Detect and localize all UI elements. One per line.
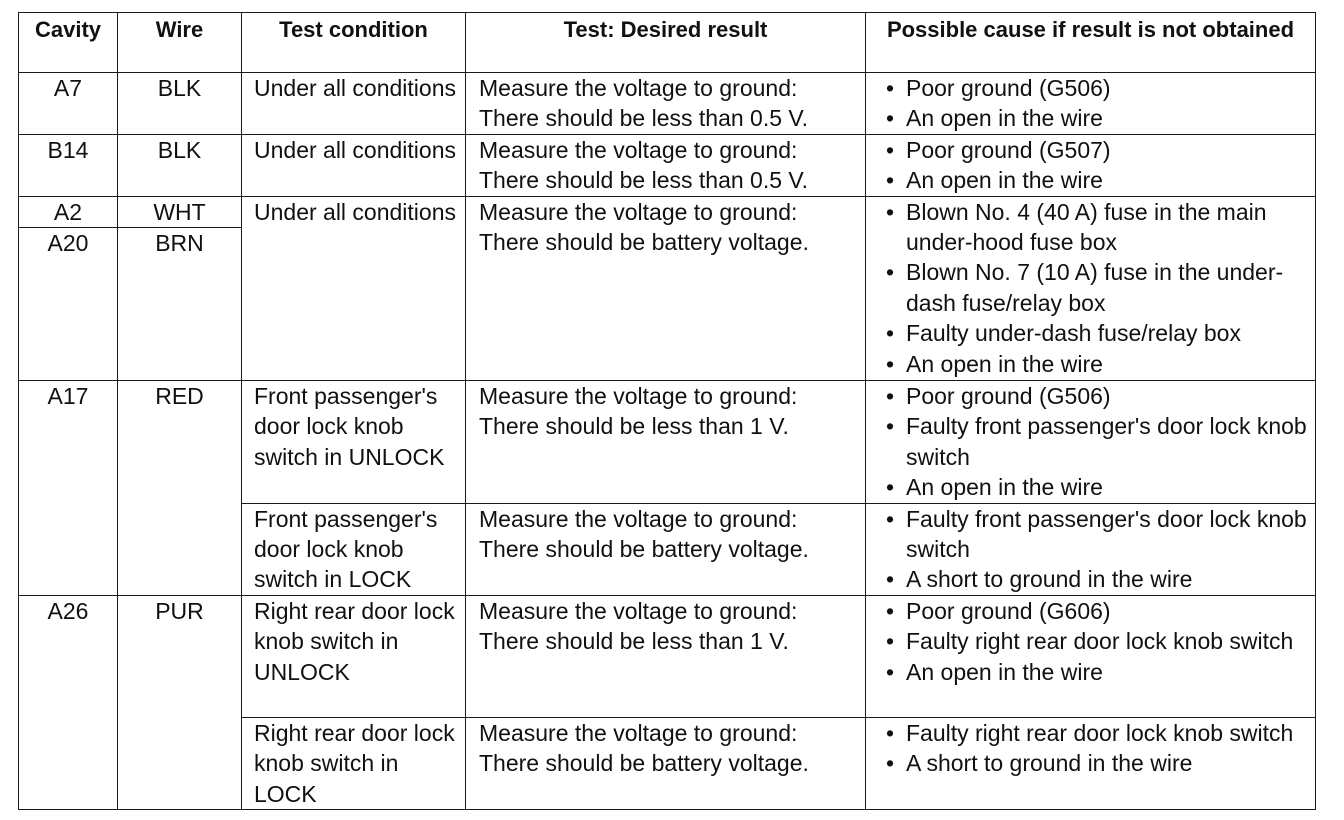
cause-text: A short to ground in the wire bbox=[906, 566, 1193, 593]
cause-text: An open in the wire bbox=[906, 167, 1103, 194]
cavity-cell: A2 bbox=[19, 196, 118, 227]
cause-item bbox=[882, 596, 1311, 626]
bullet-icon: • bbox=[886, 350, 895, 377]
cavity-cell: A26 bbox=[19, 595, 118, 809]
cause-item bbox=[882, 411, 1311, 472]
cause-text: Blown No. 4 (40 A) fuse in the main under-hood fuse box bbox=[906, 198, 1267, 256]
condition-cell: Right rear door lock knob switch in LOCK bbox=[242, 717, 466, 809]
cause-item bbox=[882, 318, 1311, 348]
bullet-icon: • bbox=[886, 320, 895, 347]
cause-cell bbox=[866, 73, 1316, 135]
cause-item bbox=[882, 349, 1311, 379]
table-row bbox=[19, 595, 1316, 717]
bullet-icon: • bbox=[886, 413, 895, 440]
result-cell: Measure the voltage to ground: There should be less than 0.5 V. bbox=[466, 134, 866, 196]
bullet-icon: • bbox=[886, 383, 895, 410]
condition-cell: Right rear door lock knob switch in UNLOCK bbox=[242, 595, 466, 717]
header-wire: Wire bbox=[118, 13, 242, 73]
bullet-icon: • bbox=[886, 505, 895, 532]
table-row bbox=[19, 73, 1316, 135]
cause-text: Faulty under-dash fuse/relay box bbox=[906, 320, 1241, 347]
cause-text: An open in the wire bbox=[906, 474, 1103, 501]
wire-cell: WHT bbox=[118, 196, 242, 227]
cause-item bbox=[882, 103, 1311, 133]
cause-list bbox=[870, 73, 1311, 134]
condition-cell: Under all conditions bbox=[242, 73, 466, 135]
cause-item bbox=[882, 257, 1311, 318]
cause-cell bbox=[866, 595, 1316, 717]
test-table-frame bbox=[18, 12, 1315, 807]
cause-item bbox=[882, 626, 1311, 656]
cause-item bbox=[882, 657, 1311, 687]
bullet-icon: • bbox=[886, 566, 895, 593]
header-row bbox=[19, 13, 1316, 73]
cause-text: Faulty front passenger's door lock knob switch bbox=[906, 413, 1307, 470]
cavity-cell: A20 bbox=[19, 228, 118, 381]
condition-cell: Under all conditions bbox=[242, 134, 466, 196]
cause-list bbox=[870, 596, 1311, 687]
header-test-condition: Test condition bbox=[242, 13, 466, 73]
cavity-cell: A17 bbox=[19, 381, 118, 596]
bullet-icon: • bbox=[886, 198, 895, 225]
cause-list bbox=[870, 718, 1311, 779]
cavity-cell: B14 bbox=[19, 134, 118, 196]
bullet-icon: • bbox=[886, 750, 895, 777]
cause-list bbox=[870, 381, 1311, 503]
cause-item bbox=[882, 197, 1311, 258]
bullet-icon: • bbox=[886, 719, 895, 746]
cause-cell bbox=[866, 196, 1316, 380]
cause-text: Faulty front passenger's door lock knob switch bbox=[906, 505, 1307, 563]
cause-item bbox=[882, 472, 1311, 502]
bullet-icon: • bbox=[886, 628, 895, 655]
condition-cell: Front passenger's door lock knob switch in UNLOCK bbox=[242, 381, 466, 504]
cause-cell bbox=[866, 134, 1316, 196]
cause-text: Blown No. 7 (10 A) fuse in the under-dash fuse/relay box bbox=[906, 259, 1284, 316]
wiring-test-table bbox=[18, 12, 1316, 810]
bullet-icon: • bbox=[886, 105, 895, 132]
result-cell: Measure the voltage to ground: There should be less than 1 V. bbox=[466, 381, 866, 504]
header-desired-result: Test: Desired result bbox=[466, 13, 866, 73]
table-row bbox=[19, 134, 1316, 196]
cause-item bbox=[882, 73, 1311, 103]
cause-text: Poor ground (G506) bbox=[906, 75, 1111, 101]
table-row bbox=[19, 196, 1316, 227]
cause-item bbox=[882, 748, 1311, 778]
cause-text: An open in the wire bbox=[906, 105, 1103, 132]
cause-text: Poor ground (G506) bbox=[906, 383, 1111, 410]
condition-cell: Front passenger's door lock knob switch in LOCK bbox=[242, 503, 466, 595]
header-cavity: Cavity bbox=[19, 13, 118, 73]
bullet-icon: • bbox=[886, 136, 895, 163]
bullet-icon: • bbox=[886, 259, 895, 286]
cause-item bbox=[882, 381, 1311, 411]
result-cell: Measure the voltage to ground: There should be less than 0.5 V. bbox=[466, 73, 866, 135]
header-possible-cause: Possible cause if result is not obtained bbox=[866, 13, 1316, 73]
wire-cell: PUR bbox=[118, 595, 242, 809]
bullet-icon: • bbox=[886, 658, 895, 685]
bullet-icon: • bbox=[886, 75, 895, 101]
cause-text: Poor ground (G606) bbox=[906, 597, 1111, 624]
cause-text: Poor ground (G507) bbox=[906, 136, 1111, 163]
table-row bbox=[19, 381, 1316, 504]
cause-item bbox=[882, 564, 1311, 594]
cause-text: An open in the wire bbox=[906, 350, 1103, 377]
wire-cell: BRN bbox=[118, 228, 242, 381]
result-cell: Measure the voltage to ground: There should be battery voltage. bbox=[466, 196, 866, 380]
condition-cell: Under all conditions bbox=[242, 196, 466, 380]
cause-item bbox=[882, 165, 1311, 195]
cause-cell bbox=[866, 381, 1316, 504]
cause-text: A short to ground in the wire bbox=[906, 750, 1193, 777]
result-cell: Measure the voltage to ground: There should be battery voltage. bbox=[466, 717, 866, 809]
wire-cell: RED bbox=[118, 381, 242, 596]
cause-item bbox=[882, 504, 1311, 565]
cause-text: Faulty right rear door lock knob switch bbox=[906, 628, 1294, 655]
bullet-icon: • bbox=[886, 474, 895, 501]
result-cell: Measure the voltage to ground: There should be less than 1 V. bbox=[466, 595, 866, 717]
cause-text: An open in the wire bbox=[906, 658, 1103, 685]
bullet-icon: • bbox=[886, 167, 895, 194]
cause-item bbox=[882, 135, 1311, 165]
cause-list bbox=[870, 197, 1311, 379]
bullet-icon: • bbox=[886, 597, 895, 624]
result-cell: Measure the voltage to ground: There should be battery voltage. bbox=[466, 503, 866, 595]
cause-cell bbox=[866, 717, 1316, 809]
cause-list bbox=[870, 504, 1311, 595]
cavity-cell: A7 bbox=[19, 73, 118, 135]
cause-text: Faulty right rear door lock knob switch bbox=[906, 719, 1294, 746]
cause-cell bbox=[866, 503, 1316, 595]
wire-cell: BLK bbox=[118, 73, 242, 135]
cause-item bbox=[882, 718, 1311, 748]
cause-list bbox=[870, 135, 1311, 196]
wire-cell: BLK bbox=[118, 134, 242, 196]
